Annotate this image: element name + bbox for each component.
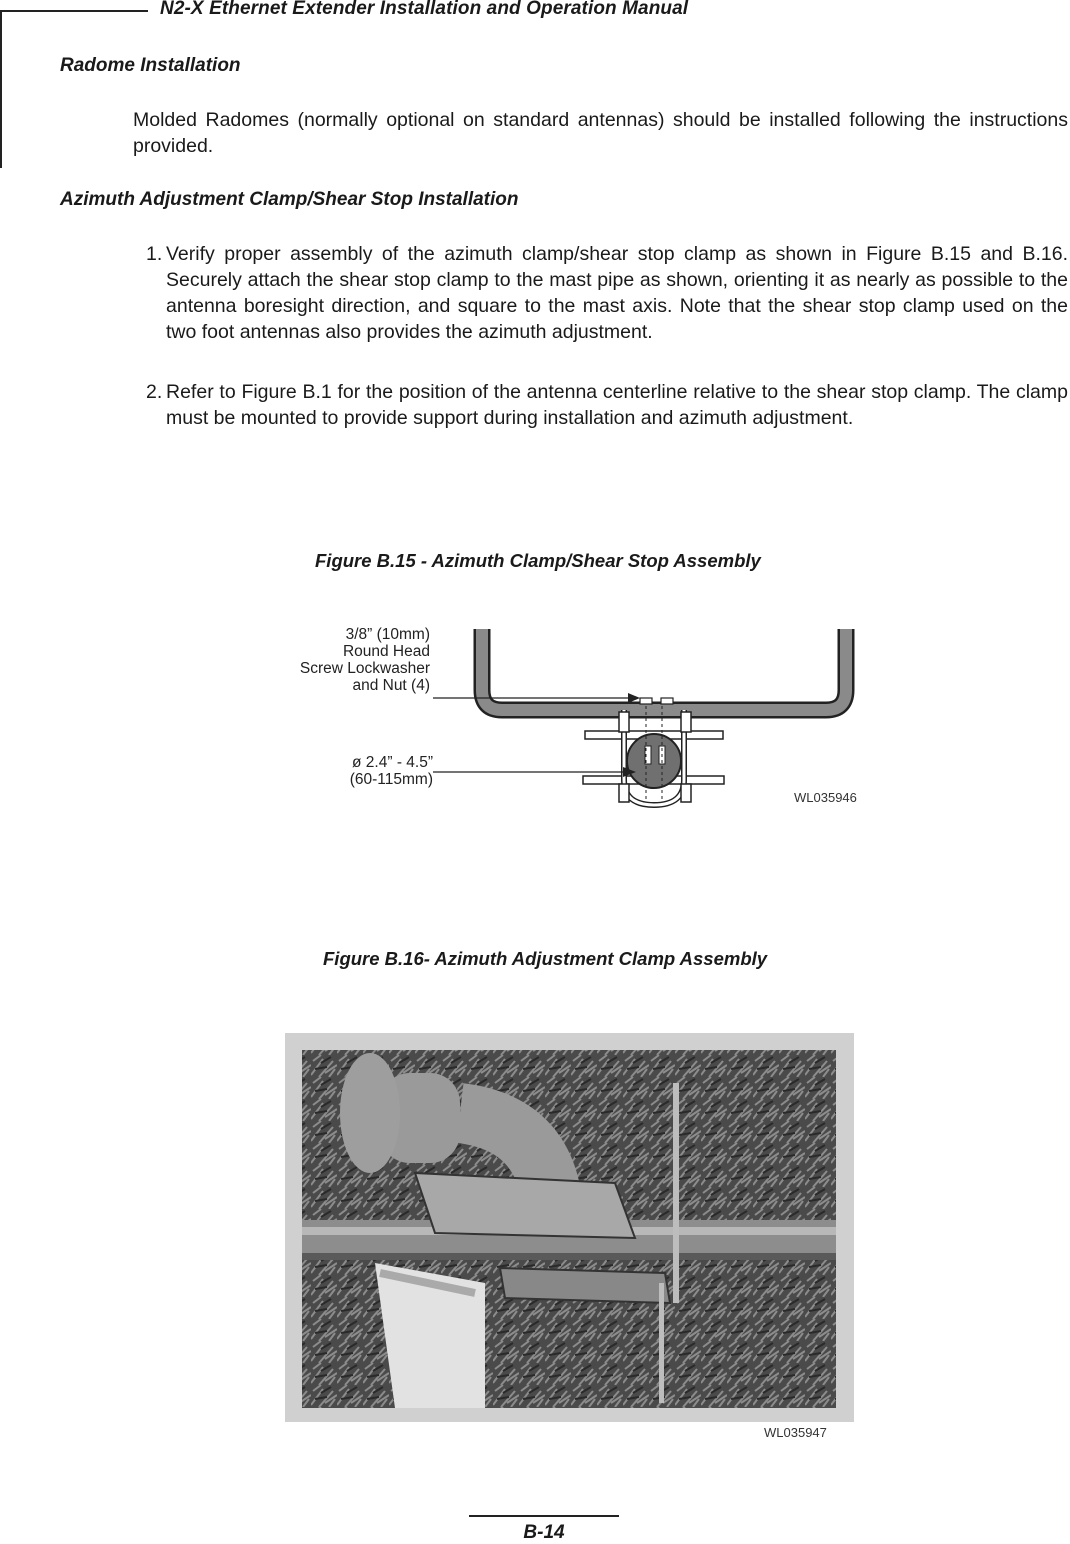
list-item-text: Verify proper assembly of the azimuth clamp/shear stop clamp as shown in Figure B.15 and B.16. Securely attach the shear stop clamp to the mast pipe as shown, orienting it as nearly as possible to the antenna boresight direction, and square to the mast axis. Note that the shear stop clamp used on the two foot antennas also provides the azimuth adjustment. <box>166 243 1068 343</box>
figure-b16-caption: Figure B.16- Azimuth Adjustment Clamp Assembly <box>323 948 768 969</box>
section-heading-azimuth: Azimuth Adjustment Clamp/Shear Stop Installation <box>60 189 519 210</box>
mast-pipe-section <box>627 734 681 788</box>
callout-line: Round Head <box>342 643 430 660</box>
list-item <box>146 241 1068 345</box>
callout-line: Screw Lockwasher <box>299 660 430 677</box>
pipe-diameter-label <box>240 754 433 788</box>
figure-b15-code: WL035946 <box>794 790 857 805</box>
callout-line: 3/8” (10mm) <box>345 626 430 643</box>
margin-rule <box>0 10 2 168</box>
list-item-number: 2. <box>146 381 163 403</box>
callout-line: and Nut (4) <box>352 677 430 694</box>
page-number: B-14 <box>523 1522 565 1543</box>
photo-frame <box>285 1033 854 1422</box>
screw-callout-label <box>240 626 430 694</box>
top-nut <box>640 698 652 704</box>
list-item-number: 1. <box>146 243 163 265</box>
list-item-text: Refer to Figure B.1 for the position of the antenna centerline relative to the shear stop clamp. The clamp must be mounted to provide support during installation and azimuth adjustment. <box>166 381 1068 429</box>
top-nut <box>661 698 673 704</box>
header-rule <box>0 10 148 12</box>
figure-b15-caption: Figure B.15 - Azimuth Clamp/Shear Stop Assembly <box>315 550 761 571</box>
list-item <box>146 379 1068 431</box>
callout-line: (60-115mm) <box>349 771 433 788</box>
clamp-photo <box>285 1033 854 1422</box>
callout-line: ø 2.4” - 4.5” <box>352 754 433 771</box>
radome-paragraph: Molded Radomes (normally optional on standard antennas) should be installed following the instructions provided. <box>133 109 1068 157</box>
section-heading-radome: Radome Installation <box>60 55 241 76</box>
figure-b16-code: WL035947 <box>764 1425 827 1440</box>
footer-rule <box>469 1515 619 1517</box>
page-header-title: N2-X Ethernet Extender Installation and Operation Manual <box>160 0 689 19</box>
